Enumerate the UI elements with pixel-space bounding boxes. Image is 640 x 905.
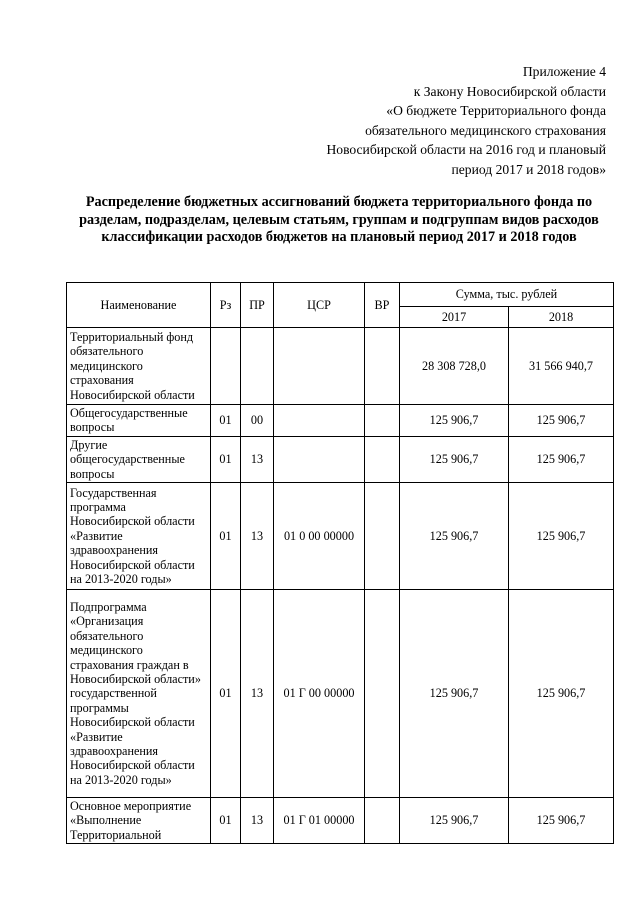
cell-pr: 13: [241, 798, 274, 844]
appendix-line: Приложение 4: [522, 64, 606, 79]
table-row: [67, 436, 614, 482]
cell-name: Общегосударственные вопросы: [67, 405, 211, 437]
cell-vr: [365, 483, 400, 590]
cell-2017: 125 906,7: [400, 436, 509, 482]
cell-csr: [274, 328, 365, 405]
cell-pr: [241, 328, 274, 405]
budget-table: [66, 282, 614, 844]
cell-2018: 125 906,7: [509, 798, 614, 844]
cell-csr: [274, 436, 365, 482]
cell-name: Государственная программа Новосибирской области «Развитие здравоохранения Новосибирской области на 2013-2020 годы»: [67, 483, 211, 590]
cell-2018: 125 906,7: [509, 483, 614, 590]
header-pr: ПР: [241, 283, 274, 328]
cell-2017: 125 906,7: [400, 483, 509, 590]
cell-2018: 31 566 940,7: [509, 328, 614, 405]
cell-pr: 13: [241, 436, 274, 482]
table-row: [67, 405, 614, 437]
header-year-2017: 2017: [400, 307, 509, 328]
cell-2017: 125 906,7: [400, 798, 509, 844]
table-row: [67, 483, 614, 590]
cell-name: Подпрограмма «Организация обязательного медицинского страхования граждан в Новосибирской области» государственной программы Новосибирской области «Развитие здравоохранения Новосибирской области на 2013-2020 годы»: [67, 590, 211, 798]
header-name: Наименование: [67, 283, 211, 328]
appendix-line: «О бюджете Территориального фонда: [386, 103, 606, 119]
cell-rz: 01: [211, 405, 241, 437]
cell-2018: 125 906,7: [509, 436, 614, 482]
cell-rz: 01: [211, 483, 241, 590]
cell-2017: 28 308 728,0: [400, 328, 509, 405]
table-row: [67, 328, 614, 405]
header-sum: Сумма, тыс. рублей: [400, 283, 614, 307]
cell-vr: [365, 328, 400, 405]
cell-vr: [365, 405, 400, 437]
cell-csr: [274, 405, 365, 437]
appendix-header: [326, 62, 606, 180]
appendix-line: период 2017 и 2018 годов»: [451, 161, 606, 177]
appendix-line: обязательного медицинского страхования: [365, 122, 606, 138]
cell-csr: 01 Г 00 00000: [274, 590, 365, 798]
cell-csr: 01 Г 01 00000: [274, 798, 365, 844]
cell-pr: 13: [241, 483, 274, 590]
cell-name: Основное мероприятие «Выполнение Территориальной: [67, 798, 211, 844]
header-row: [67, 283, 614, 307]
header-rz: Рз: [211, 283, 241, 328]
table-row: [67, 590, 614, 798]
cell-2018: 125 906,7: [509, 405, 614, 437]
cell-rz: 01: [211, 798, 241, 844]
cell-2017: 125 906,7: [400, 405, 509, 437]
cell-vr: [365, 590, 400, 798]
cell-2018: 125 906,7: [509, 590, 614, 798]
cell-pr: 13: [241, 590, 274, 798]
header-csr: ЦСР: [274, 283, 365, 328]
document-title: Распределение бюджетных ассигнований бюджета территориального фонда по разделам, подразделам, целевым статьям, группам и подгруппам видов расходов классификации расходов бюджетов на плановый период 2017 и 2018 годов: [79, 194, 599, 246]
appendix-line: к Закону Новосибирской области: [413, 83, 606, 99]
cell-name: Территориальный фонд обязательного медицинского страхования Новосибирской области: [67, 328, 211, 405]
cell-pr: 00: [241, 405, 274, 437]
cell-rz: 01: [211, 436, 241, 482]
appendix-line: Новосибирской области на 2016 год и плановый: [326, 142, 606, 158]
cell-vr: [365, 798, 400, 844]
cell-2017: 125 906,7: [400, 590, 509, 798]
table-row: [67, 798, 614, 844]
cell-csr: 01 0 00 00000: [274, 483, 365, 590]
cell-rz: [211, 328, 241, 405]
cell-vr: [365, 436, 400, 482]
header-year-2018: 2018: [509, 307, 614, 328]
header-vr: ВР: [365, 283, 400, 328]
cell-rz: 01: [211, 590, 241, 798]
cell-name: Другие общегосударственные вопросы: [67, 436, 211, 482]
